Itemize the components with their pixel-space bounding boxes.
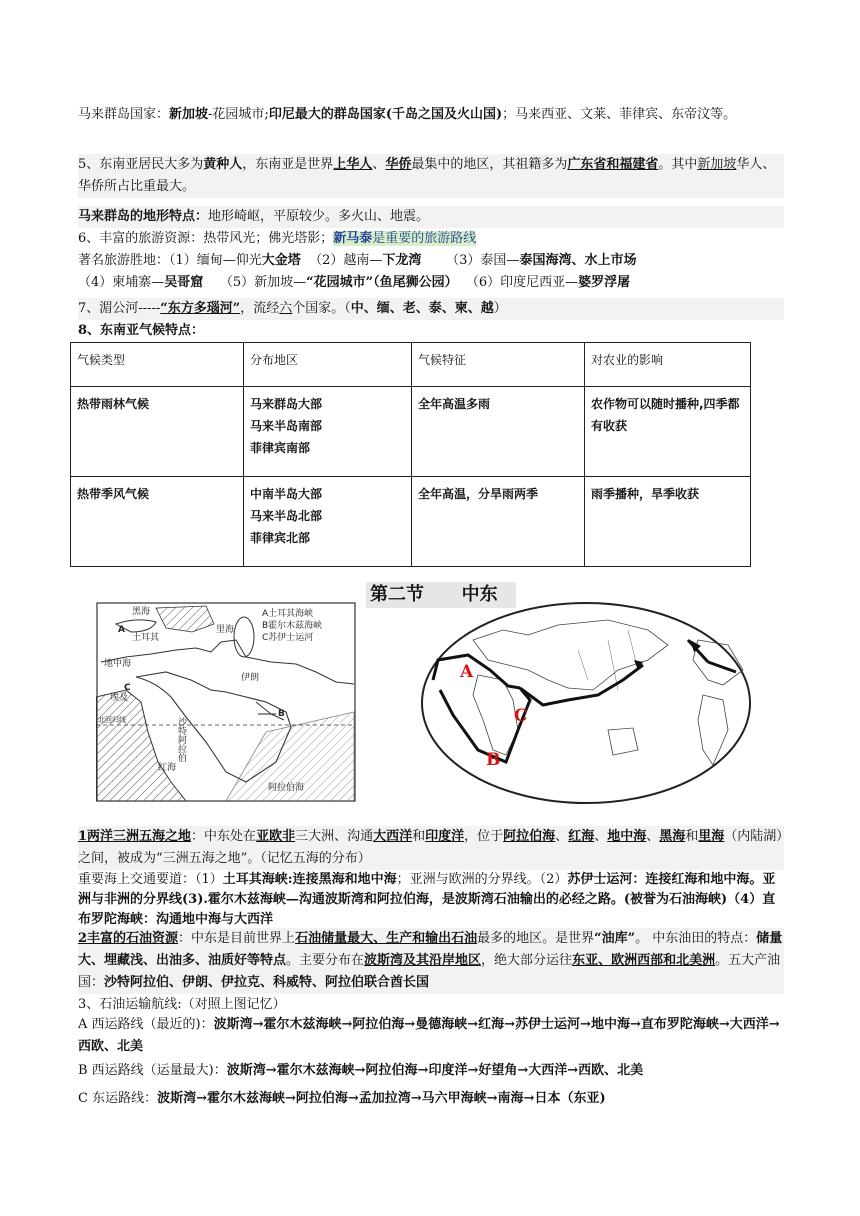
section-title: 第二节 中东: [366, 582, 516, 608]
caspian-label: 里海: [216, 625, 235, 635]
indonesia-term: 印尼最大的群岛国家(千岛之国及火山国): [268, 107, 503, 122]
text: （2）越南—: [309, 253, 383, 268]
text: 三大洲、沟通: [295, 829, 374, 844]
count: 六: [279, 301, 293, 316]
text: （4）柬埔寨—: [78, 275, 165, 290]
route-mark-c: C: [514, 706, 528, 726]
route-b: [78, 1060, 784, 1082]
mark-b: B: [278, 709, 285, 719]
text: 个国家。（: [292, 301, 351, 316]
tour-site: 下龙湾: [382, 253, 422, 268]
tour-site: 婆罗浮屠: [578, 275, 631, 290]
route-path: 波斯湾→霍尔木兹海峡→阿拉伯海→印度洋→好望角→大西洋→西欧、北美: [226, 1063, 644, 1078]
countries: 中、缅、老、泰、柬、越: [350, 301, 494, 316]
table-cell: 全年高温多雨: [412, 387, 585, 477]
area: 菲律宾北部: [250, 531, 311, 545]
text: ，东南亚是世界: [242, 157, 334, 172]
turkey-label: 土耳其: [132, 633, 160, 643]
text: 、: [646, 829, 660, 844]
point-6: [78, 228, 784, 250]
area: 马来群岛大部: [250, 397, 323, 411]
singapore-term: 新加坡: [169, 107, 209, 122]
text: （内陆湖）之间，被成为“三洲五海之地”。（记忆五海的分布）: [78, 829, 783, 866]
table-cell: [244, 477, 412, 567]
text: ：中东是目前世界上: [178, 931, 296, 946]
tour-site: 泰国海湾、水上市场: [519, 253, 637, 268]
egypt-label: 埃及: [110, 693, 129, 703]
oil-routes-map: [418, 600, 754, 806]
terrain-text: 地形崎岖，平原较少。多火山、地震。: [208, 209, 430, 224]
terrain-paragraph: [78, 206, 784, 228]
black-sea-label: 黑海: [132, 607, 151, 617]
middle-east-map-svg: [96, 602, 356, 802]
term: 黑海: [659, 829, 686, 844]
yellow-race-term: 黄种人: [203, 157, 243, 172]
term: 阿拉伯海: [503, 829, 556, 844]
text: 6、丰富的旅游资源：热带风光；佛光塔影；: [78, 231, 334, 246]
chinese-term: 上华人: [333, 157, 373, 172]
text: 华人、华侨所占比重最大。: [78, 157, 776, 194]
table-header: 分布地区: [244, 343, 412, 387]
strait-term: 霍尔木兹海峡—沟通波斯湾和阿拉伯海，是波斯湾石油输出的必经之路。(被誉为石油海峡)（4）直布罗陀海峡：沟通地中海与大西洋: [78, 892, 776, 927]
mark-a: A: [118, 625, 125, 635]
strait-term: 土耳其海峡:连接黑海和地中海: [222, 872, 397, 887]
route-path: 波斯湾→霍尔木兹海峡→阿拉伯海→曼德海峡→红海→苏伊士运河→地中海→直布罗陀海峡→大西洋→西欧、北美: [78, 1017, 780, 1054]
text: 。 中东油田的特点：: [635, 931, 757, 946]
mark-c: C: [124, 683, 131, 693]
text: ：中东处在: [191, 829, 257, 844]
intro-paragraph: [78, 104, 784, 126]
straits-paragraph: [78, 870, 784, 930]
text: ，绝大部分运往: [481, 953, 573, 968]
intro-text: -花园城市;: [208, 107, 269, 122]
text: 。五大产油国：: [78, 953, 781, 990]
highlight-route-text: 是重要的旅游路线: [372, 231, 477, 246]
route-label: B 西运路线（运量最大)：: [78, 1063, 227, 1078]
text: 7、湄公河-----: [78, 301, 161, 316]
term: 亚欧非: [256, 829, 296, 844]
text: 。主要分布在: [286, 953, 365, 968]
term: 红海: [568, 829, 595, 844]
text: 和: [685, 829, 699, 844]
intro-text: ；马来西亚、文莱、菲律宾、东帝汶等。: [502, 107, 737, 122]
table-header-row: [71, 343, 751, 387]
term: 东亚、欧洲西部和北美洲: [572, 953, 716, 968]
middle-east-map: [96, 602, 356, 802]
route-c: [78, 1088, 784, 1110]
intro-text: 马来群岛国家：: [78, 107, 170, 122]
text: 5、东南亚居民大多为: [78, 157, 204, 172]
table-row: [71, 387, 751, 477]
point-5: [78, 154, 784, 198]
tour-site: “花园城市”（鱼尾狮公园）: [306, 275, 458, 290]
term: 储量大、埋藏浅、出油多、油质好等特点: [78, 931, 783, 968]
text: 、: [372, 157, 386, 172]
table-cell: 全年高温，分旱雨两季: [412, 477, 585, 567]
overseas-chinese-term: 华侨: [385, 157, 412, 172]
section-2-paragraph: [78, 928, 784, 994]
text: 。亚洲与非洲的分界线(3).: [78, 872, 776, 907]
table-header: 对农业的影响: [585, 343, 751, 387]
point-8-heading: 8、东南亚气候特点：: [78, 323, 205, 338]
area: 马来半岛北部: [250, 509, 323, 523]
legend-b: B霍尔木兹海峡: [262, 621, 323, 631]
table-cell: 热带雨林气候: [71, 387, 244, 477]
heading: 1两洋三洲五海之地: [78, 829, 192, 844]
route-a: [78, 1014, 784, 1058]
saudi-label: 沙特阿拉伯: [176, 717, 186, 762]
table-cell: 热带季风气候: [71, 477, 244, 567]
table-cell: [244, 387, 412, 477]
arabian-sea-label: 阿拉伯海: [268, 783, 305, 793]
text: （6）印度尼西亚—: [465, 275, 579, 290]
term: 波斯湾及其沿岸地区: [364, 953, 482, 968]
area: 菲律宾南部: [250, 441, 311, 455]
text: 、: [594, 829, 608, 844]
route-mark-a: A: [460, 662, 474, 682]
route-label: A 西运路线（最近的)：: [78, 1017, 214, 1032]
climate-table: [70, 342, 751, 567]
text: 最多的地区。是世界: [477, 931, 595, 946]
text: （3）泰国—: [446, 253, 520, 268]
text: 重要海上交通要道：（1）: [78, 872, 223, 887]
route-label: C 东运路线：: [78, 1091, 158, 1106]
area: 马来半岛南部: [250, 419, 323, 433]
table-row: [71, 477, 751, 567]
term: 沙特阿拉伯、伊朗、伊拉克、科威特、阿拉伯联合酋长国: [104, 975, 430, 990]
term: 地中海: [607, 829, 647, 844]
text: 、: [555, 829, 569, 844]
tour-site: 吴哥窟: [164, 275, 204, 290]
oil-routes-map-svg: [418, 600, 754, 806]
legend-c: C苏伊士运河: [262, 633, 314, 643]
route-mark-b: B: [486, 750, 501, 770]
heading: 2丰富的石油资源: [78, 931, 179, 946]
text: （5）新加坡—: [219, 275, 307, 290]
highlight-route: 新马泰: [333, 231, 373, 246]
term: 印度洋: [425, 829, 465, 844]
tour-line-1: [78, 250, 784, 272]
red-sea-label: 红海: [158, 763, 177, 773]
tropic-label: 北回归线: [98, 716, 126, 724]
provinces-term: 广东省和福建省: [567, 157, 659, 172]
text: ，位于: [464, 829, 504, 844]
strait-term: 苏伊士运河：连接红海和地中海: [567, 872, 750, 887]
legend-a: A土耳其海峡: [262, 609, 314, 619]
table-header: 气候类型: [71, 343, 244, 387]
terrain-label: 马来群岛的地形特点：: [78, 209, 209, 224]
mediterranean-label: 地中海: [104, 659, 132, 669]
text: 。其中: [658, 157, 698, 172]
table-header: 气候特征: [412, 343, 585, 387]
text: ；亚洲与欧洲的分界线。（2）: [396, 872, 568, 887]
iran-label: 伊朗: [241, 673, 260, 683]
term: 大西洋: [373, 829, 413, 844]
table-cell: 雨季播种，旱季收获: [585, 477, 751, 567]
term: 里海: [698, 829, 725, 844]
section-1-paragraph: [78, 826, 784, 870]
text: 最集中的地区，其祖籍多为: [411, 157, 568, 172]
term: 石油储量最大、生产和输出石油: [295, 931, 478, 946]
tour-site: 大金塔: [261, 253, 301, 268]
text: ，流经: [240, 301, 280, 316]
singapore-term: 新加坡: [697, 157, 737, 172]
tour-line-2: [78, 272, 784, 294]
route-path: 波斯湾→霍尔木兹海峡→阿拉伯海→孟加拉湾→马六甲海峡→南海→日本（东亚): [157, 1091, 606, 1106]
term: “油库”: [594, 931, 636, 946]
mekong-nickname: “东方多瑙河”: [160, 301, 241, 316]
text: 著名旅游胜地：（1）缅甸—仰光: [78, 253, 262, 268]
table-cell: 农作物可以随时播种,四季都有收获: [585, 387, 751, 477]
text: ）: [493, 301, 507, 316]
point-7: [78, 298, 784, 320]
area: 中南半岛大部: [250, 487, 323, 501]
section-3-heading: 3、石油运输航线:（对照上图记忆）: [78, 997, 286, 1012]
text: 和: [412, 829, 426, 844]
